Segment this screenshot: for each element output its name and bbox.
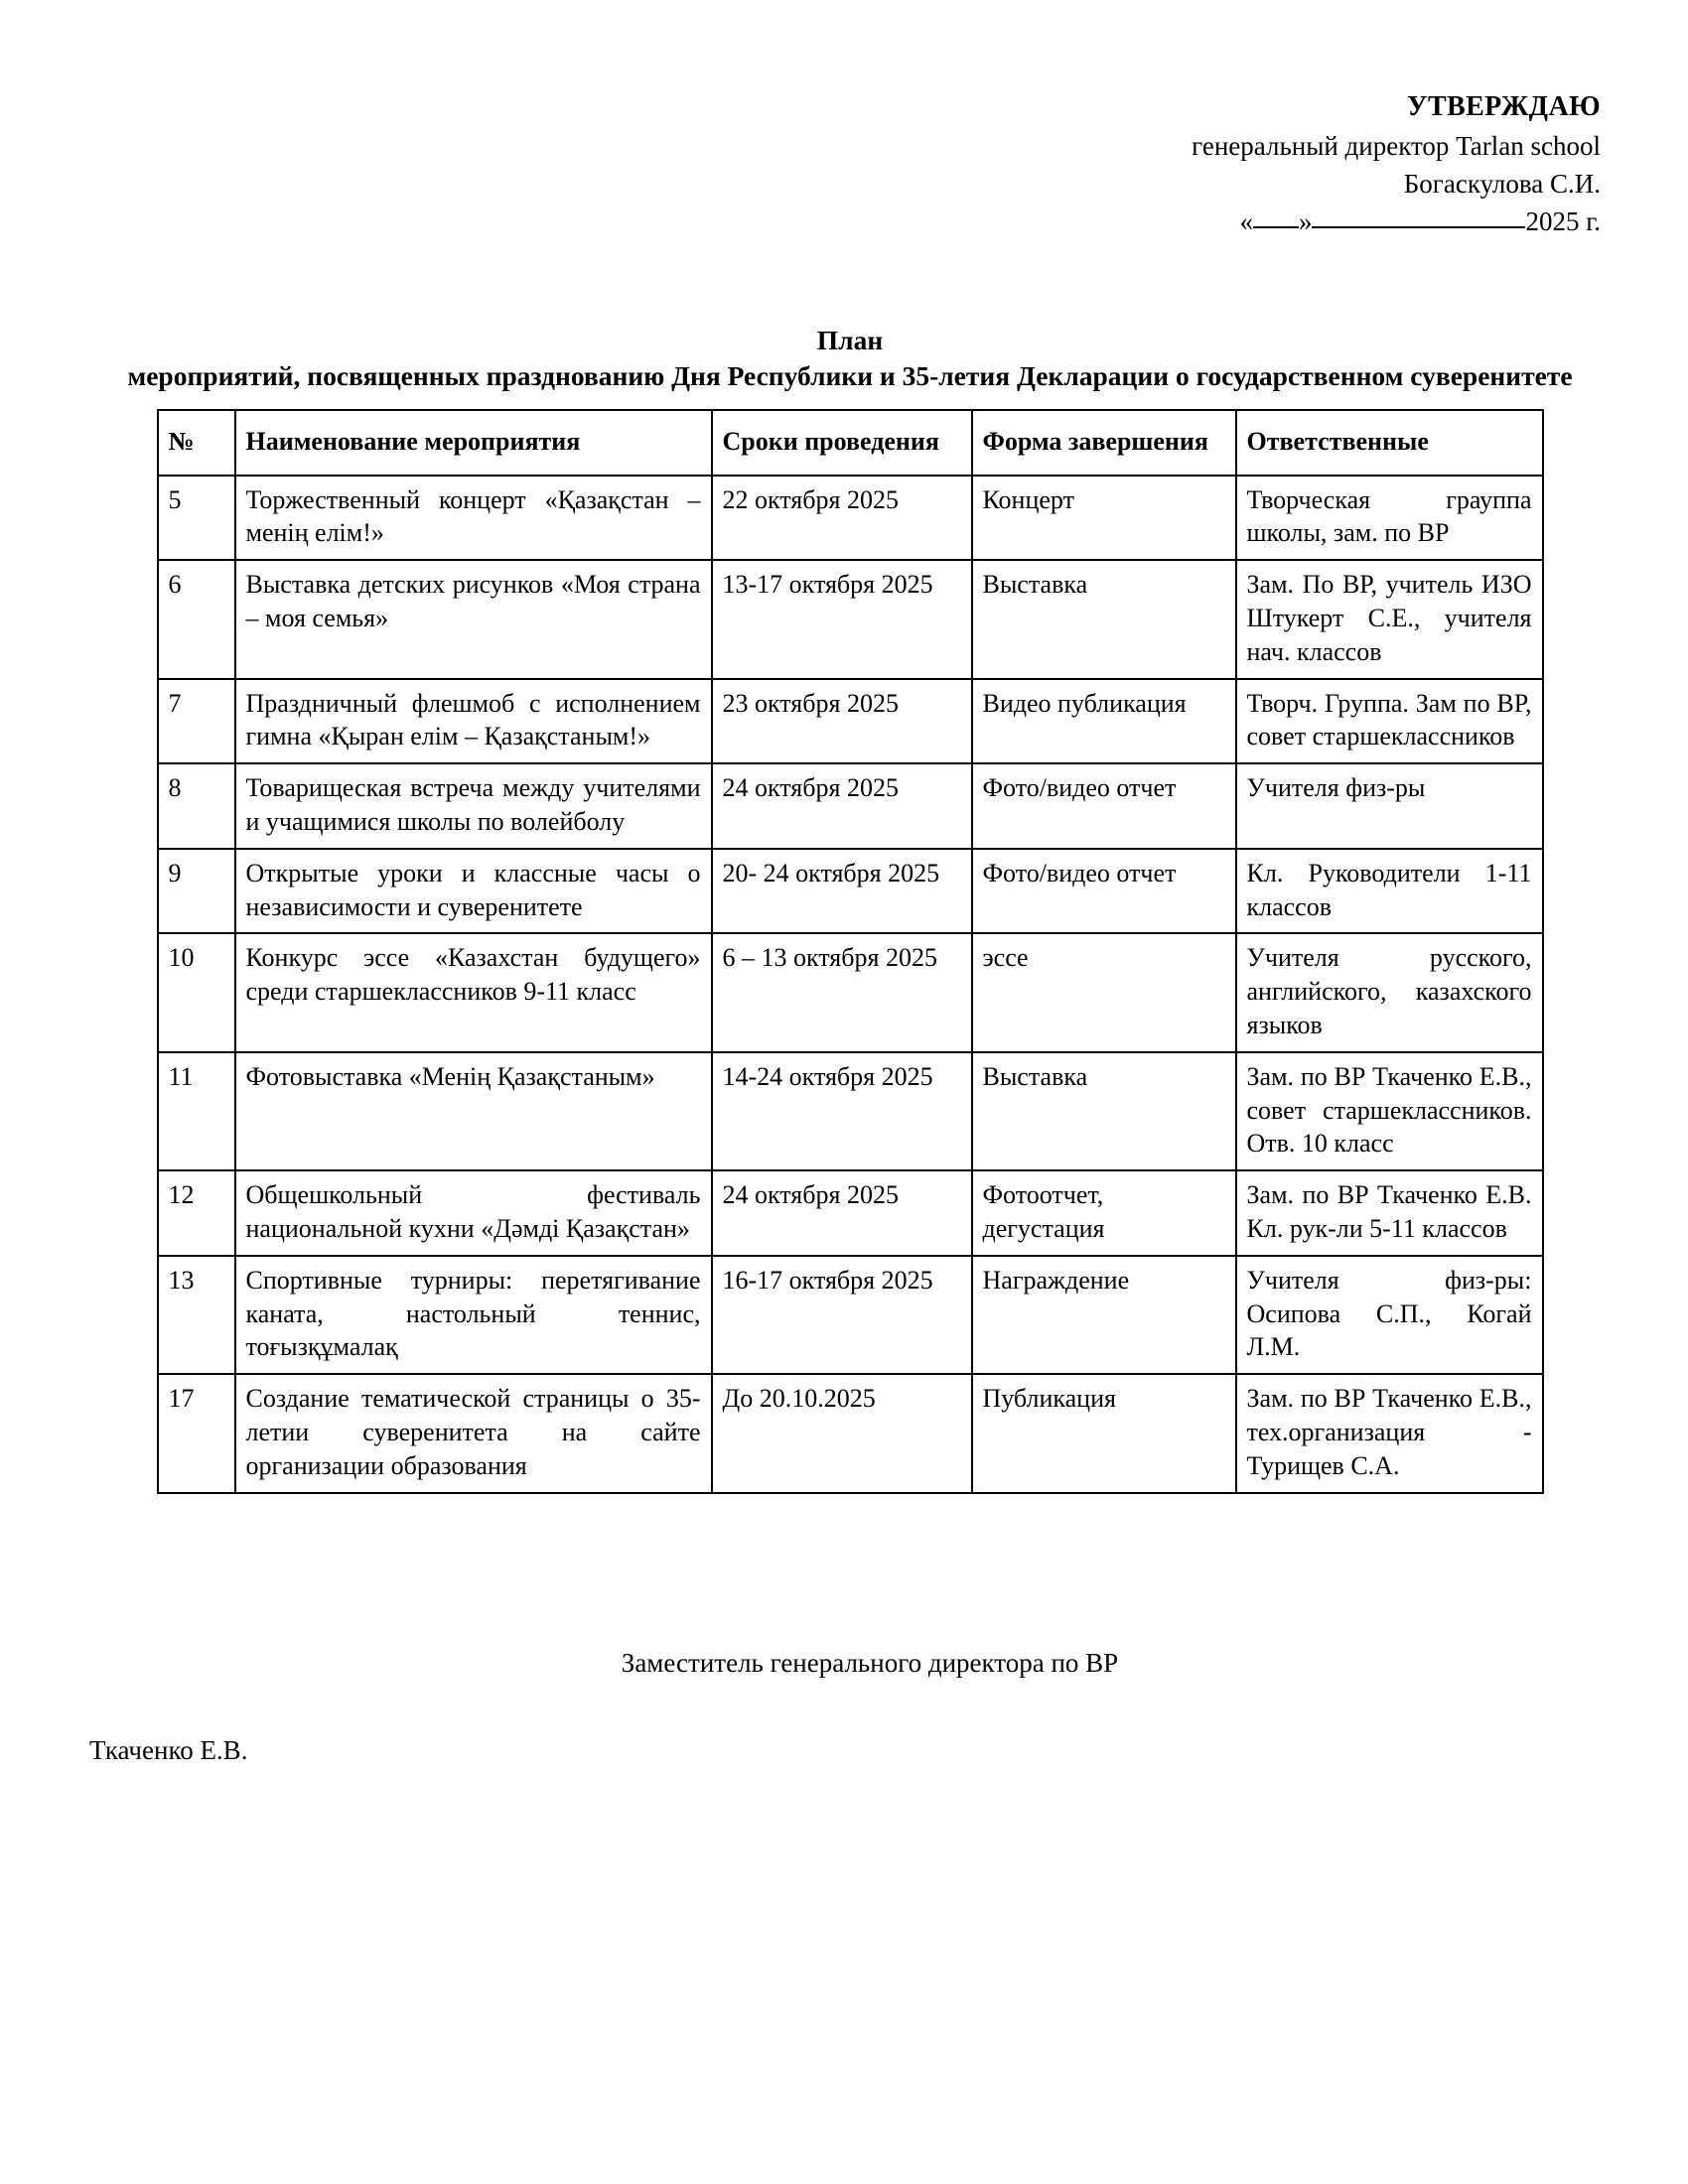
page-title xyxy=(89,323,1611,395)
table-row xyxy=(158,763,1543,849)
cell-name: Создание тематической страницы о 35-летии суверенитета на сайте организации образования xyxy=(235,1374,712,1492)
signature-block xyxy=(89,1643,1611,1771)
cell-dates: 16-17 октября 2025 xyxy=(712,1256,972,1374)
cell-number: 17 xyxy=(158,1374,235,1492)
cell-number: 9 xyxy=(158,849,235,934)
table-header-row xyxy=(158,410,1543,476)
cell-form: Награждение xyxy=(972,1256,1236,1374)
cell-responsible: Учителя русского, английского, казахского языков xyxy=(1236,933,1543,1051)
table-row xyxy=(158,1374,1543,1492)
date-month-blank xyxy=(1312,226,1525,228)
cell-form: Публикация xyxy=(972,1374,1236,1492)
cell-name: Товарищеская встреча между учителями и учащимися школы по волейболу xyxy=(235,763,712,849)
cell-number: 12 xyxy=(158,1170,235,1256)
table-row xyxy=(158,1256,1543,1374)
cell-name: Открытые уроки и классные часы о независимости и суверенитете xyxy=(235,849,712,934)
table-row xyxy=(158,849,1543,934)
cell-responsible: Учителя физ-ры xyxy=(1236,763,1543,849)
cell-dates: 22 октября 2025 xyxy=(712,476,972,561)
approval-heading: УТВЕРЖДАЮ xyxy=(1407,91,1601,122)
cell-number: 5 xyxy=(158,476,235,561)
title-line-2: мероприятий, посвященных празднованию Дня Республики и 35-летия Декларации о государственном суверенитете xyxy=(127,360,1573,392)
cell-form: Концерт xyxy=(972,476,1236,561)
date-year: 2025 г. xyxy=(1525,206,1601,237)
cell-number: 7 xyxy=(158,679,235,764)
cell-name: Фотовыставка «Менің Қазақстаным» xyxy=(235,1052,712,1170)
cell-name: Общешкольный фестиваль национальной кухни «Дәмді Қазақстан» xyxy=(235,1170,712,1256)
table-row xyxy=(158,1170,1543,1256)
cell-number: 8 xyxy=(158,763,235,849)
cell-dates: 23 октября 2025 xyxy=(712,679,972,764)
date-quote-open: « xyxy=(1239,206,1253,237)
cell-dates: До 20.10.2025 xyxy=(712,1374,972,1492)
cell-dates: 6 – 13 октября 2025 xyxy=(712,933,972,1051)
cell-dates: 14-24 октября 2025 xyxy=(712,1052,972,1170)
cell-name: Спортивные турниры: перетягивание каната, настольный теннис, тоғызқұмалақ xyxy=(235,1256,712,1374)
cell-number: 10 xyxy=(158,933,235,1051)
cell-name: Выставка детских рисунков «Моя страна – моя семья» xyxy=(235,560,712,678)
cell-form: Фото/видео отчет xyxy=(972,763,1236,849)
cell-name: Праздничный флешмоб с исполнением гимна «Қыран елім – Қазақстаным!» xyxy=(235,679,712,764)
cell-form: эссе xyxy=(972,933,1236,1051)
cell-responsible: Творческая грауппа школы, зам. по ВР xyxy=(1236,476,1543,561)
cell-responsible: Зам. По ВР, учитель ИЗО Штукерт С.Е., учителя нач. классов xyxy=(1236,560,1543,678)
cell-responsible: Зам. по ВР Ткаченко Е.В., тех.организация - Турищев С.А. xyxy=(1236,1374,1543,1492)
col-header-form: Форма завершения xyxy=(972,410,1236,476)
col-header-dates: Сроки проведения xyxy=(712,410,972,476)
cell-responsible: Зам. по ВР Ткаченко Е.В., совет старшеклассников. Отв. 10 класс xyxy=(1236,1052,1543,1170)
signature-position: Заместитель генерального директора по ВР xyxy=(621,1647,1119,1678)
approval-director-title: генеральный директор Tarlan school xyxy=(1192,130,1601,161)
cell-number: 13 xyxy=(158,1256,235,1374)
cell-form: Выставка xyxy=(972,560,1236,678)
table-row xyxy=(158,1052,1543,1170)
col-header-responsible: Ответственные xyxy=(1236,410,1543,476)
col-header-name: Наименование мероприятия xyxy=(235,410,712,476)
col-header-number: № xyxy=(158,410,235,476)
signature-name: Ткаченко Е.В. xyxy=(89,1735,248,1766)
cell-form: Видео публикация xyxy=(972,679,1236,764)
cell-dates: 13-17 октября 2025 xyxy=(712,560,972,678)
cell-form: Фотоотчет, дегустация xyxy=(972,1170,1236,1256)
cell-dates: 24 октября 2025 xyxy=(712,1170,972,1256)
table-row xyxy=(158,560,1543,678)
table-row xyxy=(158,679,1543,764)
date-quote-close: » xyxy=(1298,206,1313,237)
cell-responsible: Творч. Группа. Зам по ВР, совет старшеклассников xyxy=(1236,679,1543,764)
cell-dates: 20- 24 октября 2025 xyxy=(712,849,972,934)
cell-number: 11 xyxy=(158,1052,235,1170)
cell-form: Фото/видео отчет xyxy=(972,849,1236,934)
cell-responsible: Кл. Руководители 1-11 классов xyxy=(1236,849,1543,934)
plan-table xyxy=(157,409,1544,1494)
table-row xyxy=(158,933,1543,1051)
date-day-blank xyxy=(1253,226,1299,228)
cell-responsible: Зам. по ВР Ткаченко Е.В. Кл. рук-ли 5-11 классов xyxy=(1236,1170,1543,1256)
approval-date-line xyxy=(89,203,1601,240)
cell-dates: 24 октября 2025 xyxy=(712,763,972,849)
cell-form: Выставка xyxy=(972,1052,1236,1170)
table-row xyxy=(158,476,1543,561)
cell-name: Торжественный концерт «Қазақстан – менің елім!» xyxy=(235,476,712,561)
approval-block xyxy=(89,87,1601,241)
cell-name: Конкурс эссе «Казахстан будущего» среди старшеклассников 9-11 класс xyxy=(235,933,712,1051)
cell-number: 6 xyxy=(158,560,235,678)
cell-responsible: Учителя физ-ры: Осипова С.П., Когай Л.М. xyxy=(1236,1256,1543,1374)
title-line-1: План xyxy=(816,324,884,355)
approval-director-name: Богаскулова С.И. xyxy=(1403,169,1601,200)
